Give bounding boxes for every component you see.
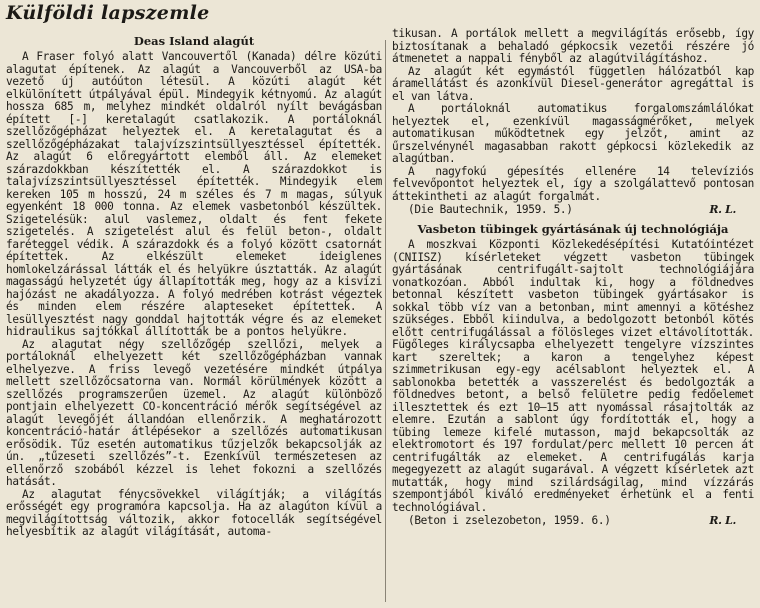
article-title: Deas Island alagút: [133, 34, 255, 48]
article-source-line: [392, 514, 754, 527]
right-column: [392, 28, 754, 527]
article-source: (Die Bautechnik, 1959. 5.): [408, 203, 573, 216]
article-source: (Beton i zselezobeton, 1959. 6.): [408, 514, 611, 527]
left-column: [6, 28, 382, 539]
article-title: Vasbeton tübingek gyártásának új technológiája: [417, 222, 729, 236]
column-divider: [385, 40, 386, 602]
article-source-line: [392, 203, 754, 216]
author-signature: R. L.: [709, 514, 736, 527]
article-paragraph: A portáloknál automatikus forgalomszámlálókat helyeztek el, ezenkívül magasságmérőket, melyek automatikusan működtetnek egy jelzőt, amint az űrszelvénynél magasabban rakott gépkocsi közlekedik az alagútban.: [392, 102, 754, 165]
article-paragraph: tikusan. A portálok mellett a megvilágítás erősebb, így biztosítanak a behaladó gépkocsik vezetői részére jó átmenetet a nappali fényből az alagútvilágításhoz.: [392, 27, 754, 65]
article-paragraph: A nagyfokú gépesítés ellenére 14 televíziós felvevőpontot helyeztek el, így a szolgálattevő pontosan áttekintheti az alagút forgalmát.: [392, 164, 754, 203]
article-paragraph: Az alagutat négy szellőzőgép szellőzi, melyek a portáloknál elhelyezett két szellőzőgépházban vannak elhelyezve. A friss levegő vezetésére mindkét útpálya mellett szellőzőcsatorna van. Normál körülmények között a szellőzés programszerűen üzemel. Az alagút különböző pontjain elhelyezett CO-koncentráció mérők segítségével az alagút levegőjét állandóan ellenőrzik. A meghatározott koncentráció-határ átlépésekor a szellőzés automatikusan erősödik. Tűz esetén automatikus tűzjelzők bekapcsolják az ún. „tűzeseti szellőzés”-t. Ezenkívül természetesen az ellenőrző szobából kézzel is lehet fokozni a szellőzés hatását.: [6, 337, 382, 488]
article-paragraph: A Fraser folyó alatt Vancouvertől (Kanada) délre közúti alagutat építenek. Az alagút a Vancouverből az USA-ba vezető új autóúton létesül. A közúti alagút két elkülönített útpályával épül. Mindegyik kétnyomú. Az alagút hossza 685 m, melyhez mindkét oldalról nyílt bevágásban épített [-] keretalagút csatlakozik. A portáloknál szellőzőgépházat helyeztek el. A keretalagutat és a szellőzőgépházakat talajvízszintsüllyesztéssel építették. Az alagút 6 előregyártott elemből áll. Az elemeket szárazdokkban készítették el. A szárazdokkot is talajvízszintsüllyesztéssel építették. Mindegyik elem kereken 105 m hosszú, 24 m széles és 7 m magas, súlyuk egyenként 18 000 tonna. Az elemek vasbetonból készültek. Szigetelésük: alul vaslemez, oldalt és fent fekete szigetelés. A szigetelést alul és felül beton-, oldalt faréteggel védik. A szárazdokk és a folyó között csatornát építettek. Az elkészült elemeket ideiglenes homlokelzárással látták el és helyükre úsztatták. Az alagút magasságú helyzetét úgy állapították meg, hogy az a kisvízi hajózást ne akadályozza. A folyó medrében kotrást végeztek és minden elem részére alapteseket építettek. A lesüllyesztést nagy gonddal hajtották végre és az elemeket hidraulikus sajtókkal állították be a pontos helyükre.: [6, 50, 382, 338]
article-paragraph: Az alagutat fénycsövekkel világítják; a világítás erősségét egy programóra kapcsolja. Ha az alagúton kívül a megvilágítottság változik, akkor fotocellák segítségével helyesbítik az alagút világítását, automa-: [6, 487, 382, 538]
section-header: Külföldi lapszemle: [6, 2, 210, 24]
article-paragraph: Az alagút két egymástól független hálózatból kap áramellátást és azonkívül Diesel-generátor agregáttal is el van látva.: [392, 64, 754, 103]
article-paragraph: A moszkvai Központi Közlekedésépítési Kutatóintézet (CNIISZ) kísérleteket végzett vasbeton tübingek gyártásának centrifugált-sajtolt technológiájára vonatkozóan. Abból indultak ki, hogy a földnedves betonnal készített vasbeton tübingek gyártásakor is sokkal több víz van a betonban, mint amennyi a kötéshez szükséges. Ebből kiindulva, a bedolgozott betonból kötés előtt centrifugálással a fölösleges vizet eltávolították. Fügőleges királycsapba elhelyezett tengelyre vízszintes kart szereltek; a karon a tengelyhez képest szimmetrikusan egy-egy acélsablont helyeztek el. A sablonokba betették a vasszerelést és bedolgozták a földnedves betont, a belső felületre pedig fedőelemet illesztettek és ezt 10—15 att nyomással rásajtolták az elemre. Ezután a sablont úgy fordították el, hogy a tübing lemeze kifelé mutasson, majd bekapcsolták az elektromotort és 197 fordulat/perc mellett 10 percen át centrifugálták az elemeket. A centrifugálás karja megegyezett az alagút sugarával. A végzett kísérletek azt mutatták, hogy mind szilárdságilag, mind vízzárás szempontjából kiváló eredményeket érhetünk el a fenti technológiával.: [392, 238, 754, 514]
author-signature: R. L.: [709, 203, 736, 216]
